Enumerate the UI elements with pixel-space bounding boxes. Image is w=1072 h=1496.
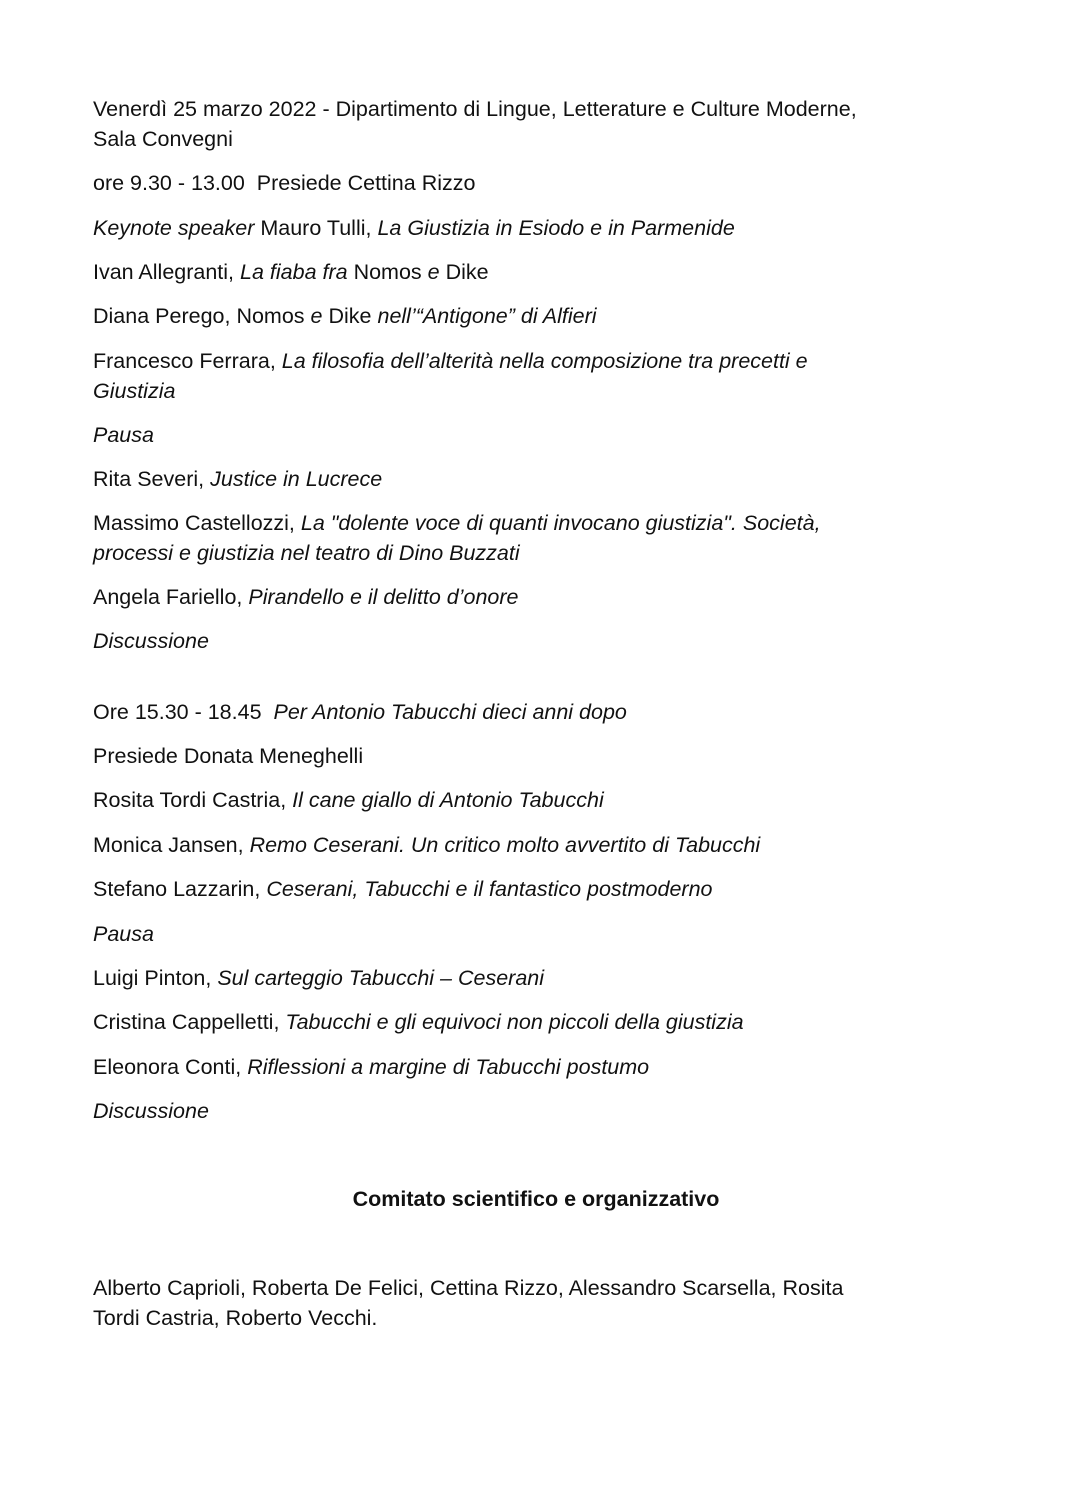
s1-talk3 [93, 346, 973, 406]
s1-talk1-speaker: Ivan Allegranti, [93, 260, 235, 284]
session2-theme: Per Antonio Tabucchi dieci anni dopo [273, 700, 627, 724]
s2-talk3-speaker: Stefano Lazzarin, [93, 877, 261, 901]
session1-time: ore 9.30 - 13.00 [93, 171, 245, 195]
committee-members-line2: Tordi Castria, Roberto Vecchi. [93, 1306, 378, 1330]
s2-talk1 [93, 785, 973, 815]
s2-talk5-speaker: Cristina Cappelletti, [93, 1010, 280, 1034]
s1-talk4-title: Justice in Lucrece [210, 467, 383, 491]
s1-talk3-title-line2: Giustizia [93, 379, 176, 403]
s1-talk2-title-b: e [310, 304, 323, 328]
s2-talk2-speaker: Monica Jansen, [93, 833, 244, 857]
s1-pause: Pausa [93, 423, 154, 447]
s1-talk1-title-b: Nomos [353, 260, 422, 284]
session1-header [93, 94, 973, 154]
s1-talk6-title: Pirandello e il delitto d’onore [248, 585, 519, 609]
s1-talk5-title-line1: La "dolente voce di quanti invocano giustizia". Società, [300, 511, 821, 535]
s1-talk3-title-line1: La filosofia dell’alterità nella composizione tra precetti e [281, 349, 808, 373]
session1-header-line1: Venerdì 25 marzo 2022 - Dipartimento di Lingue, Letterature e Culture Moderne, [93, 97, 857, 121]
s1-talk1-title-d: Dike [445, 260, 489, 284]
s2-talk4-title: Sul carteggio Tabucchi – Ceserani [217, 966, 545, 990]
s1-talk2-speaker: Diana Perego, [93, 304, 231, 328]
s1-talk1-title-a: La fiaba fra [240, 260, 348, 284]
s1-talk2-title-d: nell’“Antigone” di Alfieri [377, 304, 597, 328]
s1-talk1-title-c: e [427, 260, 440, 284]
s2-discussion: Discussione [93, 1099, 209, 1123]
s2-talk5 [93, 1007, 973, 1037]
s1-talk6-speaker: Angela Fariello, [93, 585, 243, 609]
s2-talk2-title: Remo Ceserani. Un critico molto avvertito di Tabucchi [249, 833, 761, 857]
session2-time: Ore 15.30 - 18.45 [93, 700, 262, 724]
s2-talk3 [93, 874, 973, 904]
committee-members-line1: Alberto Caprioli, Roberta De Felici, Cettina Rizzo, Alessandro Scarsella, Rosita [93, 1276, 844, 1300]
s2-talk1-title: Il cane giallo di Antonio Tabucchi [292, 788, 604, 812]
s1-talk4 [93, 464, 973, 494]
s1-talk5-title-line2: processi e giustizia nel teatro di Dino Buzzati [93, 541, 520, 565]
s1-talk2 [93, 301, 973, 331]
s2-talk4-speaker: Luigi Pinton, [93, 966, 212, 990]
s1-talk4-speaker: Rita Severi, [93, 467, 205, 491]
session2-chair: Presiede Donata Meneghelli [93, 744, 364, 768]
s1-talk2-title-c: Dike [328, 304, 372, 328]
session1-chair: Presiede Cettina Rizzo [256, 171, 476, 195]
session1-time-chair [93, 168, 973, 198]
s1-talk5-speaker: Massimo Castellozzi, [93, 511, 295, 535]
session1-header-line2: Sala Convegni [93, 127, 233, 151]
s2-talk3-title: Ceserani, Tabucchi e il fantastico postmoderno [266, 877, 713, 901]
s2-talk6-title: Riflessioni a margine di Tabucchi postumo [247, 1055, 650, 1079]
s1-discussion: Discussione [93, 629, 209, 653]
s2-talk5-title: Tabucchi e gli equivoci non piccoli della giustizia [285, 1010, 744, 1034]
s1-talk1 [93, 257, 973, 287]
keynote-title: La Giustizia in Esiodo e in Parmenide [377, 216, 735, 240]
s2-talk1-speaker: Rosita Tordi Castria, [93, 788, 287, 812]
s2-pause: Pausa [93, 922, 154, 946]
s2-talk2 [93, 830, 973, 860]
s1-talk5 [93, 508, 973, 568]
s1-talk3-speaker: Francesco Ferrara, [93, 349, 276, 373]
s2-talk6 [93, 1052, 973, 1082]
s2-talk6-speaker: Eleonora Conti, [93, 1055, 242, 1079]
s1-talk2-title-a: Nomos [236, 304, 305, 328]
s2-talk4 [93, 963, 973, 993]
keynote-line [93, 213, 973, 243]
session2-time-theme [93, 697, 973, 727]
keynote-role: Keynote speaker [93, 216, 255, 240]
committee-heading: Comitato scientifico e organizzativo [352, 1187, 720, 1211]
committee-members [93, 1273, 973, 1333]
s1-talk6 [93, 582, 973, 612]
keynote-speaker: Mauro Tulli, [260, 216, 372, 240]
